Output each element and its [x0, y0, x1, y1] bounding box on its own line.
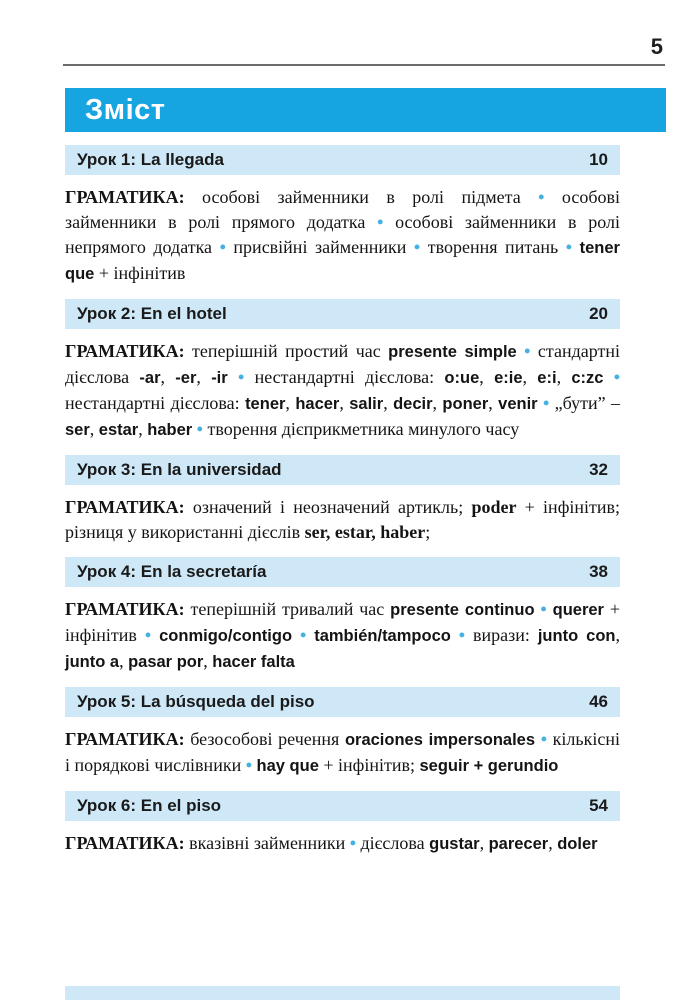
grammar-text: особові займенники в ролі прямого додатка: [65, 187, 620, 232]
spanish-term: seguir + gerundio: [419, 757, 559, 775]
lesson-page-number: 46: [589, 692, 608, 711]
grammar-text: ,: [196, 367, 212, 387]
bold-term: ГРАМАТИКА:: [65, 599, 191, 619]
grammar-text: творення дієприкметника минулого часу: [207, 419, 520, 439]
spanish-term: salir: [349, 395, 384, 413]
bullet-separator: •: [136, 625, 160, 645]
grammar-text: ,: [89, 419, 99, 439]
lesson-header-bar: [65, 145, 620, 175]
bullet-separator: •: [227, 367, 255, 387]
bold-term: ГРАМАТИКА:: [65, 833, 190, 853]
grammar-text: означений і неозначений артикль;: [192, 497, 472, 517]
grammar-text: ,: [615, 625, 620, 645]
spanish-term: presente continuo: [390, 601, 535, 619]
grammar-text: ,: [339, 393, 350, 413]
grammar-text: вирази:: [473, 625, 538, 645]
spanish-term: poner: [442, 395, 489, 413]
grammar-text: ,: [285, 393, 296, 413]
grammar-text: вказівні займенники: [189, 833, 346, 853]
bullet-separator: •: [406, 237, 428, 257]
lesson-header-bar: [65, 455, 620, 485]
bold-term: ГРАМАТИКА:: [65, 341, 193, 361]
spanish-term: oraciones impersonales: [344, 731, 536, 749]
spanish-term: ser: [65, 421, 90, 439]
spanish-term: conmigo/contigo: [159, 627, 293, 645]
spanish-term: presente simple: [388, 343, 517, 361]
grammar-text: особові займенники в ролі підмета: [202, 187, 521, 207]
grammar-paragraph: [65, 495, 620, 545]
grammar-text: + інфінітив: [65, 599, 620, 645]
spanish-term: hacer: [295, 395, 340, 413]
bullet-separator: •: [450, 625, 474, 645]
toc-title-bar: [65, 88, 666, 132]
grammar-text: творення питань: [427, 237, 559, 257]
bullet-separator: •: [558, 237, 580, 257]
bullet-separator: •: [241, 755, 257, 775]
spanish-term: e:ie: [494, 369, 523, 387]
bullet-separator: •: [192, 419, 208, 439]
grammar-text: ,: [203, 651, 213, 671]
grammar-text: особові займенники в ролі непрямого додатка: [65, 212, 620, 257]
next-lesson-bar-partial: [65, 986, 620, 1000]
grammar-text: присвійні займенники: [233, 237, 407, 257]
spanish-term: tener: [245, 395, 286, 413]
toc-content: [65, 88, 620, 869]
spanish-term: -ar: [139, 369, 161, 387]
grammar-paragraph: [65, 185, 620, 287]
grammar-text: ,: [479, 367, 495, 387]
bullet-separator: •: [345, 833, 361, 853]
grammar-text: ,: [556, 367, 572, 387]
lesson-title: Урок 6: En el piso: [77, 796, 222, 815]
spanish-term: parecer: [488, 835, 549, 853]
bold-term: ГРАМАТИКА:: [65, 729, 191, 749]
grammar-text: ,: [160, 367, 176, 387]
grammar-text: безособові речення: [190, 729, 345, 749]
lesson-page-number: 38: [589, 562, 608, 581]
lesson-page-number: 32: [589, 460, 608, 479]
bullet-separator: •: [365, 212, 396, 232]
grammar-paragraph: [65, 339, 620, 443]
grammar-text: нестандартні дієслова:: [65, 393, 246, 413]
bullet-separator: •: [535, 729, 553, 749]
bullet-separator: •: [516, 341, 538, 361]
grammar-paragraph: [65, 831, 620, 857]
lesson-page-number: 10: [589, 150, 608, 169]
lesson-title: Урок 4: En la secretaría: [77, 562, 267, 581]
grammar-text: ,: [488, 393, 499, 413]
spanish-term: querer: [552, 601, 604, 619]
spanish-term: pasar por: [128, 653, 204, 671]
grammar-text: „бути” –: [554, 393, 620, 413]
spanish-term: también/tampoco: [314, 627, 451, 645]
grammar-text: + інфінітив: [94, 263, 186, 283]
lesson-header-bar: [65, 299, 620, 329]
spanish-term: estar: [98, 421, 139, 439]
lesson-list: [65, 145, 620, 857]
spanish-term: haber: [147, 421, 193, 439]
lesson-title: Урок 1: La llegada: [77, 150, 224, 169]
header-rule: [63, 64, 665, 66]
spanish-term: tener que: [65, 239, 620, 283]
spanish-term: junto a: [65, 653, 120, 671]
lesson-title: Урок 3: En la universidad: [77, 460, 282, 479]
grammar-text: кількісні і порядкові числівники: [65, 729, 620, 775]
spanish-term: hay que: [256, 757, 319, 775]
grammar-text: ,: [548, 833, 558, 853]
grammar-text: ,: [138, 419, 148, 439]
grammar-paragraph: [65, 597, 620, 675]
grammar-text: ,: [479, 833, 489, 853]
spanish-term: doler: [557, 835, 598, 853]
grammar-text: ,: [119, 651, 129, 671]
bold-term: ГРАМАТИКА:: [65, 187, 203, 207]
page-number: 5: [650, 34, 663, 59]
toc-title: Зміст: [85, 94, 166, 126]
grammar-text: + інфінітив;: [318, 755, 420, 775]
spanish-term: -ir: [211, 369, 228, 387]
spanish-term: venir: [498, 395, 538, 413]
bold-term: ser, estar, haber: [304, 522, 426, 542]
spanish-term: c:zc: [571, 369, 604, 387]
lesson-header-bar: [65, 687, 620, 717]
grammar-text: нестандартні дієслова:: [254, 367, 445, 387]
grammar-text: дієслова: [360, 833, 430, 853]
bullet-separator: •: [292, 625, 315, 645]
spanish-term: hacer falta: [212, 653, 295, 671]
bullet-separator: •: [520, 187, 562, 207]
grammar-text: + інфінітив; різниця у використанні дієслів: [65, 497, 620, 542]
bullet-separator: •: [537, 393, 555, 413]
grammar-text: ,: [432, 393, 443, 413]
lesson-title: Урок 2: En el hotel: [77, 304, 227, 323]
grammar-text: стандартні дієслова: [65, 341, 620, 387]
lesson-header-bar: [65, 557, 620, 587]
spanish-term: junto con: [537, 627, 616, 645]
spanish-term: e:i: [537, 369, 557, 387]
grammar-text: теперішній тривалий час: [190, 599, 391, 619]
spanish-term: decir: [393, 395, 433, 413]
lesson-header-bar: [65, 791, 620, 821]
grammar-paragraph: [65, 727, 620, 779]
grammar-text: ,: [383, 393, 394, 413]
spanish-term: o:ue: [444, 369, 480, 387]
grammar-text: теперішній простий час: [192, 341, 389, 361]
grammar-text: ;: [425, 522, 431, 542]
bold-term: poder: [471, 497, 517, 517]
lesson-page-number: 20: [589, 304, 608, 323]
bold-term: ГРАМАТИКА:: [65, 497, 193, 517]
bullet-separator: •: [603, 367, 621, 387]
lesson-title: Урок 5: La búsqueda del piso: [77, 692, 315, 711]
spanish-term: -er: [175, 369, 197, 387]
grammar-text: ,: [522, 367, 538, 387]
lesson-page-number: 54: [589, 796, 608, 815]
spanish-term: gustar: [429, 835, 480, 853]
bullet-separator: •: [212, 237, 234, 257]
bullet-separator: •: [534, 599, 553, 619]
